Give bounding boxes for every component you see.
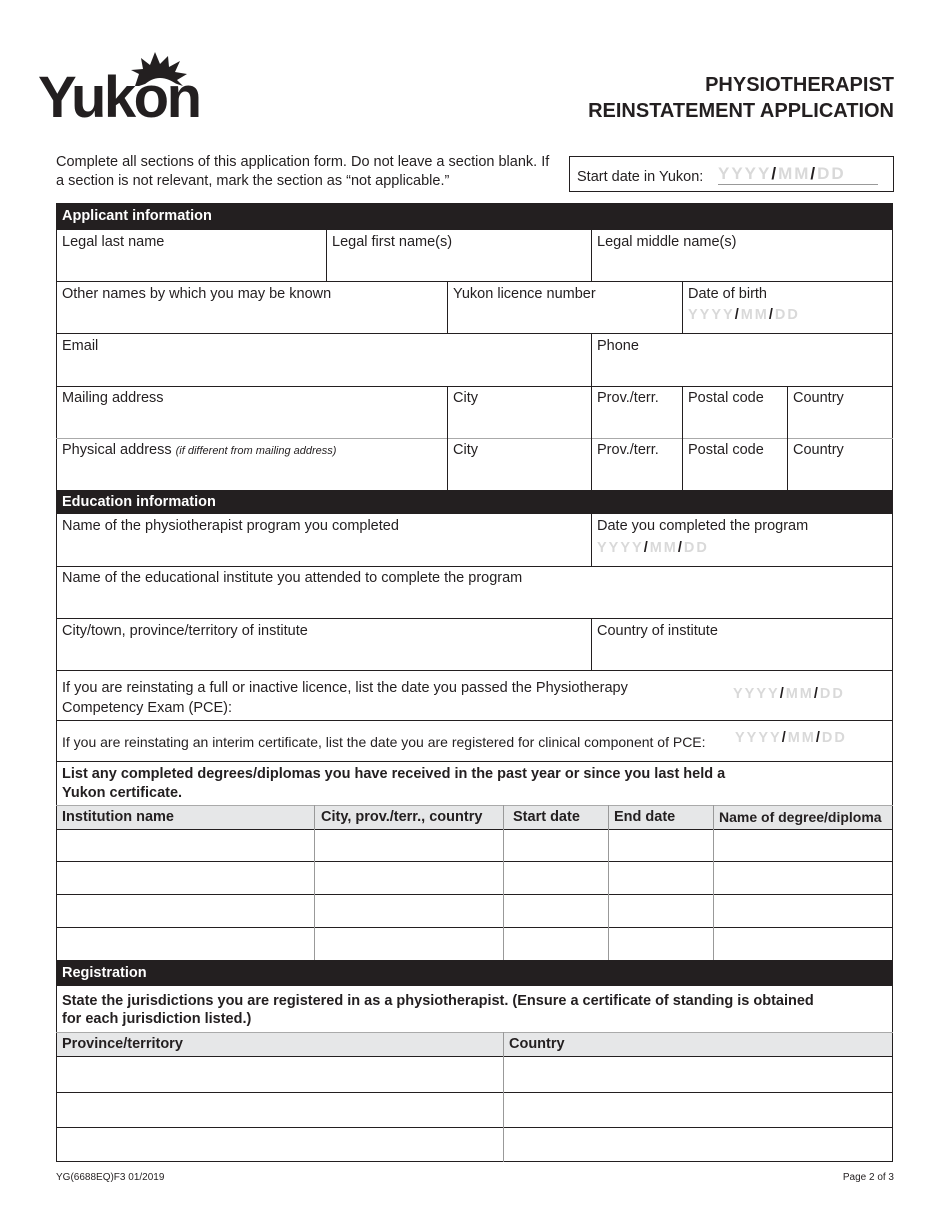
start-date-input[interactable]: YYYY/MM/DD (718, 164, 878, 185)
dob-input[interactable]: YYYY/MM/DD (688, 307, 800, 323)
middle-name-field[interactable]: Legal middle name(s) (597, 234, 737, 250)
table-row[interactable] (57, 928, 892, 960)
email-field[interactable]: Email (62, 338, 99, 354)
institute-name-field[interactable]: Name of the educational institute you attended to complete the program (62, 570, 523, 586)
table-row[interactable] (57, 862, 892, 894)
physical-address-note: (if different from mailing address) (175, 445, 337, 457)
col-country: Country (509, 1036, 565, 1052)
section-education-header: Education information (56, 490, 893, 514)
physical-address-field[interactable]: Physical address (if different from mailing address) (62, 442, 337, 458)
table-row[interactable] (57, 895, 892, 927)
table-row[interactable] (57, 1093, 892, 1127)
program-name-field[interactable]: Name of the physiotherapist program you completed (62, 518, 399, 534)
physical-city-field[interactable]: City (453, 442, 478, 458)
start-date-field[interactable] (569, 156, 894, 192)
institute-city-field[interactable]: City/town, province/territory of institute (62, 623, 308, 639)
dob-label: Date of birth (688, 286, 767, 302)
table-row[interactable] (57, 1128, 892, 1161)
phone-field[interactable]: Phone (597, 338, 639, 354)
interim-label: If you are reinstating an interim certificate, list the date you are registered for clinical component of PCE: (62, 734, 706, 750)
institute-country-field[interactable]: Country of institute (597, 623, 718, 639)
interim-date-input[interactable]: YYYY/MM/DD (735, 730, 847, 746)
mailing-country-field[interactable]: Country (793, 390, 844, 406)
registration-instruction: State the jurisdictions you are registered in as a physiotherapist. (Ensure a certificate of standing is obtained for each jurisdiction listed.) (62, 993, 814, 1027)
section-applicant-header: Applicant information (56, 203, 893, 230)
table-row[interactable] (57, 1057, 892, 1092)
pce-date-input[interactable]: YYYY/MM/DD (733, 686, 845, 702)
licence-number-field[interactable]: Yukon licence number (453, 286, 596, 302)
section-registration-header: Registration (56, 960, 893, 986)
degrees-instruction: List any completed degrees/diplomas you have received in the past year or since you last held a Yukon certificate. (62, 766, 726, 801)
col-degree-name: Name of degree/diploma (719, 809, 882, 825)
col-province-territory: Province/territory (62, 1036, 183, 1052)
program-date-label: Date you completed the program (597, 518, 809, 534)
program-date-input[interactable]: YYYY/MM/DD (597, 540, 709, 556)
mailing-prov-field[interactable]: Prov./terr. (597, 390, 659, 406)
other-names-field[interactable]: Other names by which you may be known (62, 286, 332, 302)
col-location: City, prov./terr., country (321, 809, 483, 825)
physical-country-field[interactable]: Country (793, 442, 844, 458)
yukon-logo (38, 52, 213, 130)
page-number: Page 2 of 3 (842, 1172, 894, 1183)
form-title: PHYSIOTHERAPIST REINSTATEMENT APPLICATION (588, 74, 894, 122)
physical-prov-field[interactable]: Prov./terr. (597, 442, 659, 458)
logo-wordmark: Yukon (38, 65, 200, 130)
col-start-date: Start date (513, 809, 580, 825)
mailing-city-field[interactable]: City (453, 390, 478, 406)
mailing-postal-field[interactable]: Postal code (688, 390, 764, 406)
table-row[interactable] (57, 830, 892, 861)
mailing-address-field[interactable]: Mailing address (62, 390, 164, 406)
col-institution-name: Institution name (62, 809, 174, 825)
last-name-field[interactable]: Legal last name (62, 234, 165, 250)
physical-postal-field[interactable]: Postal code (688, 442, 764, 458)
start-date-label: Start date in Yukon: (577, 169, 704, 185)
intro-text: Complete all sections of this application form. Do not leave a section blank. If a section is not relevant, mark the section as “not applicable.” (56, 154, 550, 189)
first-name-field[interactable]: Legal first name(s) (332, 234, 453, 250)
pce-label: If you are reinstating a full or inactive licence, list the date you passed the Physiotherapy Competency Exam (PCE): (62, 680, 628, 716)
form-id: YG(6688EQ)F3 01/2019 (56, 1172, 165, 1183)
col-end-date: End date (614, 809, 676, 825)
